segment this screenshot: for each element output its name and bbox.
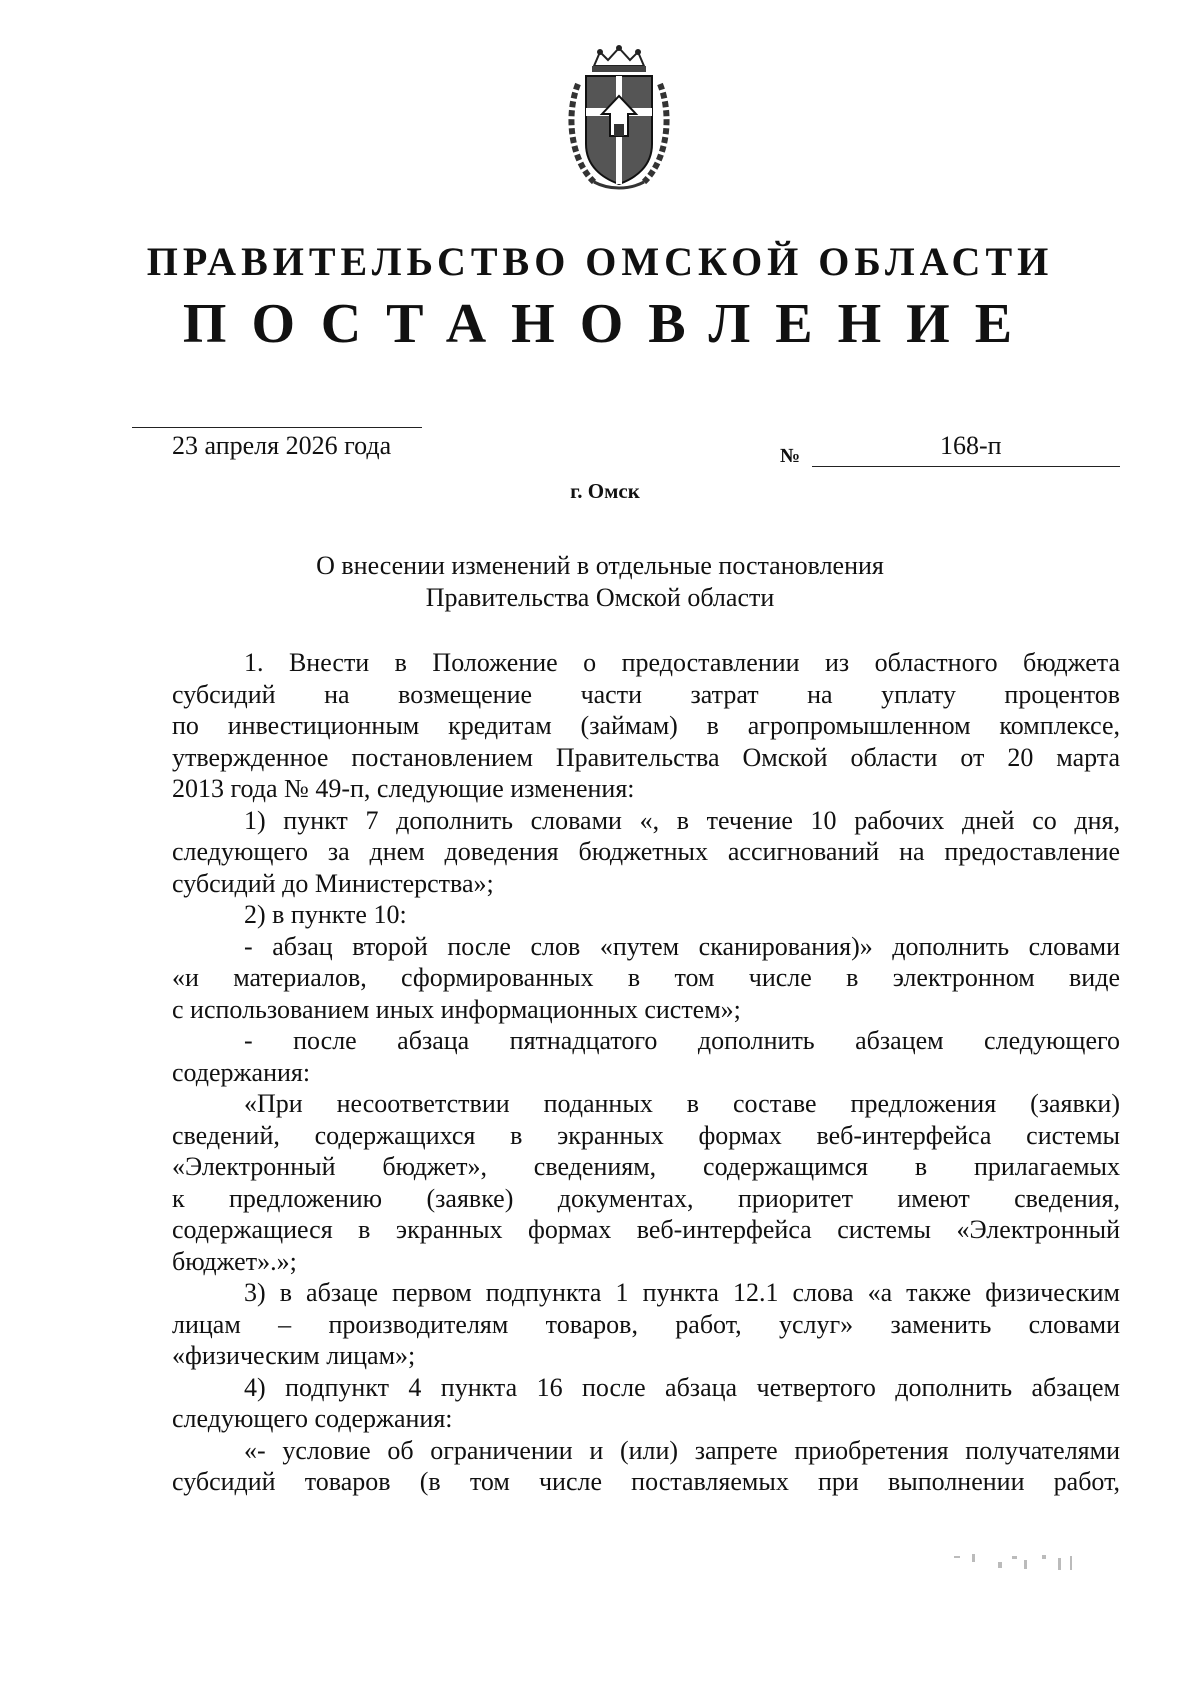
body-line: содержащиеся в экранных формах веб-интерфейса системы «Электронный [172,1215,1120,1244]
coat-of-arms-emblem [564,44,674,194]
body-line: бюджет».»; [172,1246,297,1276]
body-line: субсидий товаров (в том числе поставляемых при выполнении работ, [172,1467,1120,1496]
body-line: утвержденное постановлением Правительства Омской области от 20 марта [172,742,1120,772]
body-line: 2) в пункте 10: [244,900,407,929]
document-subject [0,550,1200,614]
body-line: следующего содержания: [172,1404,453,1433]
body-line: - абзац второй после слов «путем сканирования)» дополнить словами [244,931,1120,961]
document-date: 23 апреля 2026 года [172,431,392,460]
date-underline [132,427,422,428]
body-line: 1. Внести в Положение о предоставлении из областного бюджета [244,648,1120,677]
body-line: сведений, содержащихся в экранных формах веб-интерфейса системы [172,1120,1120,1150]
body-line: по инвестиционным кредитам (займам) в агропромышленном комплексе, [172,711,1120,740]
scan-artifact-marks [950,1550,1080,1580]
body-line: «физическим лицам»; [172,1341,416,1370]
body-line: к предложению (заявке) документах, приоритет имеют сведения, [172,1183,1120,1213]
body-line: содержания: [172,1057,311,1087]
body-line: 2013 года № 49-п, следующие изменения: [172,774,635,803]
body-line: субсидий на возмещение части затрат на уплату процентов [172,679,1120,709]
body-line: с использованием иных информационных систем»; [172,994,741,1024]
body-line: лицам – производителям товаров, работ, услуг» заменить словами [172,1309,1120,1339]
government-name: ПРАВИТЕЛЬСТВО ОМСКОЙ ОБЛАСТИ [146,239,1054,284]
body-line: «При несоответствии поданных в составе предложения (заявки) [244,1089,1120,1118]
document-number: 168-п [940,431,1002,460]
document-type-title: ПОСТАНОВЛЕНИЕ [182,293,1038,355]
body-line: «- условие об ограничении и (или) запрете приобретения получателями [244,1435,1120,1465]
number-underline [812,466,1120,467]
city-name: г. Омск [570,479,640,503]
body-line: «и материалов, сформированных в том числе в электронном виде [172,963,1120,992]
body-line: - после абзаца пятнадцатого дополнить абзацем следующего [244,1026,1120,1055]
document-body [172,647,1120,1498]
body-line: 4) подпункт 4 пункта 16 после абзаца четвертого дополнить абзацем [244,1372,1120,1402]
body-line: следующего за днем доведения бюджетных ассигнований на предоставление [172,837,1120,866]
body-line: 1) пункт 7 дополнить словами «, в течение 10 рабочих дней со дня, [244,805,1120,835]
body-line: 3) в абзаце первом подпункта 1 пункта 12.1 слова «а также физическим [244,1278,1120,1307]
subject-line: Правительства Омской области [425,583,775,612]
number-sign: № [780,445,801,467]
subject-line: О внесении изменений в отдельные постановления [316,551,884,580]
body-line: субсидий до Министерства»; [172,868,494,898]
body-line: «Электронный бюджет», сведениям, содержащимся в прилагаемых [172,1152,1120,1181]
